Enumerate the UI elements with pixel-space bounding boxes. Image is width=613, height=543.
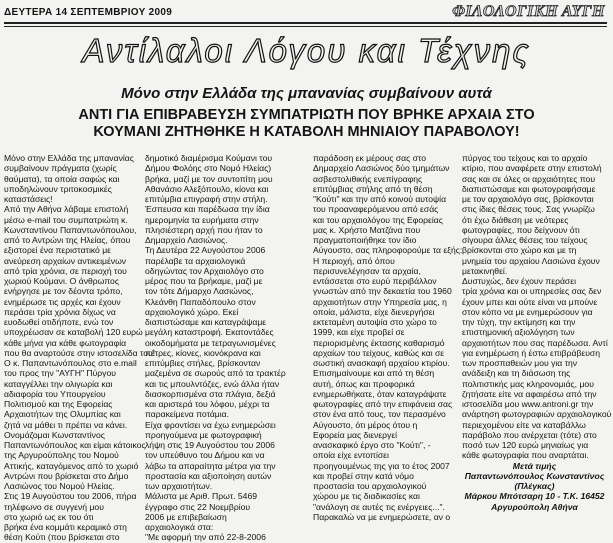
article-line: ενημερωθήκατε, όταν καταγράψατε [313, 388, 447, 399]
article-line: διασκορπισμένα στα πλάγια, δεξιά [145, 388, 276, 399]
article-line: κάθε φωτογραφία που αναρτάται. [462, 450, 589, 461]
signature-line: Αργυρούπολη Αθήνα [491, 501, 578, 512]
article-line: και αριστερά του λόφου, μέχρι τα [145, 399, 270, 409]
article-line: Παπαντωνόπουλος και είμαι κάτοικος [4, 440, 146, 450]
article-line: 1999, και είχε προβεί σε [313, 327, 405, 338]
article-line: με τον αρχαιολόγο σας, βρίσκονται [462, 194, 594, 204]
article-line: παρέλαβε τα αρχαιολογικά [145, 255, 246, 266]
article-line: που θα αναρτούσε στην ιστοσελίδα του! [4, 347, 156, 358]
article-line: παράβολο που ανέρχεται (τότε) στο [462, 429, 597, 440]
article-line: και προβεί στην κατά νόμο [313, 470, 414, 481]
article-line: από τρία χρόνια, σε περιοχή του [4, 265, 127, 276]
article-line: μεγάλη καταστροφή. Εκατοντάδες [145, 327, 274, 338]
article-line: χωριού Κούμανι. Ο άνθρωπος [4, 276, 119, 286]
article-line: Αντρώνι που βρίσκεται στο Δήμο [4, 470, 129, 481]
article-line: ζητά να μάθει τι πρέπει να κάνει. [4, 419, 128, 430]
article-line: στον κόπο να με ενημερώσουν για [462, 306, 593, 317]
headline: Αντίλαλοι Λόγου και Τέχνης [82, 32, 531, 69]
article-line: αυτή, όπως και προφορικά [313, 378, 415, 389]
article-line: γνωστών από την δεκαετία του 1960 [313, 286, 452, 297]
article-line: 2006 με επιβεβαίωση [145, 511, 227, 522]
article-line: υποδηλώνουν τριτοκοσμικές [4, 183, 112, 194]
article-line: Δημαρχείο Λασιώνος. [145, 235, 228, 245]
article-line: θέση Κούτι (που βρίσκεται στο [4, 532, 120, 543]
article-line: μας κ. Χρήστο Ματζάνα που [313, 224, 421, 235]
article-line: Μόνο στην Ελλάδα της μπανανίας [4, 153, 134, 163]
article-line: ανασκαφικό έργο στο "Κούτι", - [313, 440, 431, 450]
article-line: περάσει τρία χρόνια δίχως να [4, 306, 116, 317]
article-line: στον ένα από τους, τον περασμένο [313, 409, 446, 420]
article-line: ανάδειξη και τη διάσωση της [462, 368, 571, 379]
signature-line: Μάρκου Μπότσαρη 10 - Τ.Κ. 16452 [464, 491, 605, 502]
article-line: δημοτικό διαμέρισμα Κούμανι του [145, 153, 273, 163]
article-line: αρχαιοτήτων που σας παρέδωσα. Αντί [462, 337, 608, 348]
article-line: της Αργυρούπολης του Νομού [4, 450, 119, 461]
article-line: τηλέφωνο σε συγγενή μου [4, 501, 104, 512]
section-title: ΦΙΛΟΛΟΓΙΚΗ ΑΥΓΗ [452, 3, 605, 20]
article-line: ιστοσελίδα μου www.antroni.gr την [462, 399, 594, 409]
article-line: Δήμου Φολόης στο Νομό Ηλείας) [145, 163, 272, 174]
article-line: Δημαρχείο Λασιώνος δύο τμημάτων [313, 163, 450, 174]
article-line: στις ίδιες θέσεις τους. Σας γνωρίζω [462, 204, 595, 215]
article-line: επιτύμβια επιγραφή στην στήλη. [145, 194, 268, 204]
article-line: λάβω τα απαραίτητα μέτρα για την [145, 460, 276, 471]
article-line: και τις μπουλντόζες, ενώ άλλα ήταν [145, 378, 280, 389]
article-line: συμβαίνουν πράγματα (χωρίς [4, 163, 117, 174]
article-column-4 [462, 153, 612, 512]
article-line: οικοδομήματα με τετραγωνισμένες [145, 337, 276, 348]
article-line: οποία είχε εντοπίσει [313, 450, 389, 461]
article-line: του προαναφερόμενου από εσάς [313, 204, 439, 215]
article-column-2 [145, 153, 305, 543]
article-line: σίγουρα άλλες θέσεις του τείχους [462, 235, 588, 245]
issue-date: ΔΕΥΤΕΡΑ 14 ΣΕΠΤΕΜΒΡΙΟΥ 2009 [4, 7, 173, 18]
signature-line: Παπαντωνόπουλος Κωνσταντίνος [464, 470, 605, 481]
article-line: Παρακαλώ να με ενημερώσετε, αν ο [313, 511, 451, 522]
article-line: ευοδωθεί οτιδήποτε, ενώ τον [4, 317, 114, 327]
article-line: εντάσσεται στο ευρύ περιβάλλον [313, 276, 437, 286]
article-line: βρίσκονται στο χώρο και με τη [462, 245, 577, 256]
article-line: προηγουμένως της για το έτος 2007 [313, 460, 450, 471]
article-line: προστασία και αξιοποίηση αυτών [145, 470, 272, 481]
article-line: Εφορεία μας διενεργεί [313, 429, 398, 440]
article-line: Είχα φροντίσει να έχω ενημερώσει [145, 419, 276, 430]
article-line: σας και σε όλες οι αρχαιότητες που [462, 173, 596, 184]
article-line: προηγούμενα με φωτογραφική [145, 429, 262, 440]
article-line: φωτογραφίες, που δείχνουν ότι [462, 224, 580, 235]
article-line: διαπιστώσαμε και φωτογραφήσαμε [462, 183, 596, 194]
article-line: τον τότε Δήμαρχο Λασιώνος, [145, 286, 254, 297]
article-line: Κλεάνθη Παπαδόπουλο στον [145, 296, 256, 307]
article-deck [6, 107, 607, 141]
article-line: "Με αφορμή την από 22-8-2006 [145, 532, 266, 543]
article-line: Στις 19 Αυγούστου του 2006, πήρα [4, 491, 137, 502]
article-line: αρχαιολογικό χώρο. Εκεί [145, 306, 239, 317]
article-line: Κωνσταντίνου Παπαντωνόπουλου, [4, 224, 137, 235]
article-line: Αρχαιοτήτων της Ολυμπίας και [4, 409, 121, 420]
article-line: ποσό των 120 ευρώ μηνιαίως για [462, 440, 589, 450]
article-line: παρακείμενα ποτάμια. [145, 409, 230, 420]
article-line: μνημεία του αρχαίου Λασιώνα έχουν [462, 255, 600, 266]
article-line: των προσπαθειών μου για την [462, 358, 578, 368]
article-line: κτίριο, που αναφέρετε στην επιστολή [462, 163, 602, 174]
article-line: οποία, μάλιστα, είχε διενεργήσει [313, 306, 435, 317]
article-line: έγγραφο στις 22 Νοεμβρίου [145, 501, 251, 512]
article-line: οδηγώντας τον Αρχαιολόγο στο [145, 265, 264, 276]
article-line: διαπιστώσαμε και καταγράψαμε [145, 317, 267, 327]
article-line: καταστάσεις! [4, 194, 53, 204]
article-line: ότι έχω διάθεση με νεότερες [462, 214, 569, 225]
deck-line: ΚΟΥΜΑΝΙ ΖΗΤΗΘΗΚΕ Η ΚΑΤΑΒΟΛΗ ΜΗΝΙΑΙΟΥ ΠΑΡΑΒΟΛΟΥ! [93, 124, 520, 140]
header-rule-thin [4, 26, 607, 27]
article-line: Η περιοχή, από όπου [313, 255, 395, 266]
article-line: παράδοση εκ μέρους σας στο [313, 153, 427, 163]
header-rule [4, 22, 607, 24]
article-line: πολιτιστικής μας κληρονομιάς, μου [462, 378, 594, 389]
article-line: υποχρέωσαν σε καταβολή 120 ευρώ [4, 327, 143, 338]
article-line: εξιστορεί ένα περιστατικό με [4, 245, 111, 256]
article-line: προστασία του αρχαιολογικού [313, 481, 427, 491]
article-line: ενήργησε με τον δέοντα τρόπο, [4, 286, 123, 297]
article-line: φωτογραφίες από την επιφάνεια σας [313, 399, 453, 409]
article-line: πύργος του τείχους και το αρχαίο [462, 153, 588, 163]
article-line: Αύγουστο, ότι μέρος ότου η [313, 419, 418, 430]
article-line: μέρος που τα βρήκαμε, μαζί με [145, 276, 263, 286]
article-line: πέτρες, κίονες, κιονόκρανα και [145, 347, 261, 358]
article-line: περιεχομένου είτε να καταβάλλω [462, 419, 586, 430]
article-line: αρχαιοτήτων στην Υπηρεσία μας, η [313, 296, 447, 307]
article-line: τρία χρόνια και οι υπηρεσίες σας δεν [462, 286, 602, 297]
article-line: περισυνελέγησαν τα αρχαία, [313, 265, 421, 276]
article-line: έχουν μπει και ούτε είναι να μπούνε [462, 296, 598, 307]
article-line: Μάλιστα με Αριθ. Πρωτ. 5469 [145, 491, 258, 502]
article-line: και του αρχαιολόγου της Εφορείας [313, 214, 443, 225]
article-line: εκτεταμένη αυτοψία στο χώρο το [313, 317, 437, 327]
article-line: ενημέρωσε τις αρχές και έχουν [4, 296, 121, 307]
article-line: αρχαιολογικά στα: [145, 522, 214, 532]
signature-line: Μετά τιμής [512, 460, 557, 471]
article-line: για ενημέρωση ή έστω επιβράβευση [462, 347, 601, 358]
article-line: σωστική ανασκαφή αρχαίου κτιρίου. [313, 358, 450, 368]
article-line: αρχαίων του τείχους, καθώς και σε [313, 347, 445, 358]
article-line: "ανάλογη σε αυτές τις ενέργειες...". [313, 501, 445, 512]
article-line: Από την Αθήνα λάβαμε επιστολή [4, 204, 129, 215]
article-line: Έσπευσα και παρέδωσα την ίδια [145, 204, 270, 215]
article-line: Δυστυχώς, δεν έχουν περάσει [462, 276, 576, 286]
article-column-1 [4, 153, 156, 543]
article-line: τον υπεύθυνο του Δήμου και να [145, 450, 265, 461]
article-line: μέσω e-mail του συμπατριώτη κ. [4, 214, 128, 225]
article-line: Αττικής, καταγόμενος από το χωριό [4, 460, 139, 471]
article-line: των αρχαιοτήτων. [145, 481, 213, 491]
article-line: επιστημονική αξιολόγηση των [462, 327, 575, 338]
article-line: Ονομάζομαι Κωνσταντίνος [4, 429, 105, 440]
article-line: μαζεμένα σε σωρούς από τα τρακτέρ [145, 368, 286, 379]
signature-block [462, 461, 607, 512]
article-line: "Κούτι" και την από κοινού αυτοψία [313, 194, 447, 204]
article-line: ασβεστολιθικής ενεπίγραφης [313, 173, 423, 184]
article-line: ημερομηνία τα ευρήματα στην [145, 214, 259, 225]
article-line: ανάρτηση φωτογραφιών αρχαιολογικού [462, 409, 612, 420]
article-line: από το Αντρώνι της Ηλείας, όπου [4, 235, 131, 245]
article-line: λήψη στις 19 Αυγούστου του 2006 [145, 440, 275, 450]
article-line: βρήκα, μαζί με τον συντοπίτη μου [145, 173, 273, 184]
subheadline: Μόνο στην Ελλάδα της μπανανίας συμβαίνουν αυτά [121, 85, 492, 102]
article-line: πλησιέστερη αρχή που ήταν το [145, 224, 263, 235]
article-line: επιτύμβιες στήλες, βρίσκονταν [145, 358, 261, 368]
article-line: πραγματοποιήθηκε τον ίδιο [313, 235, 417, 245]
signature-line: (Πλέγκας) [514, 481, 555, 491]
article-line: αδιαφορία του Υπουργείου [4, 388, 106, 399]
article-line: βρήκα ένα κομμάτι κεραμικό στη [4, 522, 127, 532]
article-line: Αύγουστο, σας πληροφορούμε τα εξής: [313, 245, 463, 256]
article-line: στο χωριό ως εκ του ότι [4, 511, 94, 522]
article-column-3 [313, 153, 463, 522]
article-line: ανεύρεση αρχαίων αντικειμένων [4, 255, 127, 266]
article-line: Πολιτισμού και της Εφορείας [4, 399, 113, 409]
article-line: επιτύμβιας στήλης από τη θέση [313, 183, 433, 194]
article-line: χώρου με τις διαδικασίες και [313, 491, 420, 502]
deck-line: ΑΝΤΙ ΓΙΑ ΕΠΙΒΡΑΒΕΥΣΗ ΣΥΜΠΑΤΡΙΩΤΗ ΠΟΥ ΒΡΗΚΕ ΑΡΧΑΙΑ ΣΤΟ [78, 107, 535, 123]
article-line: μετακινηθεί. [462, 265, 508, 276]
article-line: Αθανάσιο Αλεξόπουλο, κίονα και [145, 183, 269, 194]
article-line: Τη Δευτέρα 22 Αυγούστου 2006 [145, 245, 266, 256]
article-line: περιορισμένης έκτασης καθαρισμό [313, 337, 445, 348]
article-line: καταγγέλλει την ολιγωρία και [4, 378, 113, 389]
article-line: Ο κ. Παπαντωνόπουλος στο e.mail [4, 358, 137, 368]
article-line: του προς την "ΑΥΓΗ" Πύργου [4, 368, 116, 379]
article-line: ζητήσατε είτε να αφαιρέσω από την [462, 388, 597, 399]
article-line: την τύχη, την εκτίμηση και την [462, 317, 576, 327]
article-line: θαύματα), τα οποία σαφώς και [4, 173, 120, 184]
article-line: κάθε μήνα για κάθε φωτογραφία [4, 337, 127, 348]
article-line: Λασιώνος του Νομού Ηλείας. [4, 481, 115, 491]
article-line: Επισημαίνουμε και από τη θέση [313, 368, 435, 379]
